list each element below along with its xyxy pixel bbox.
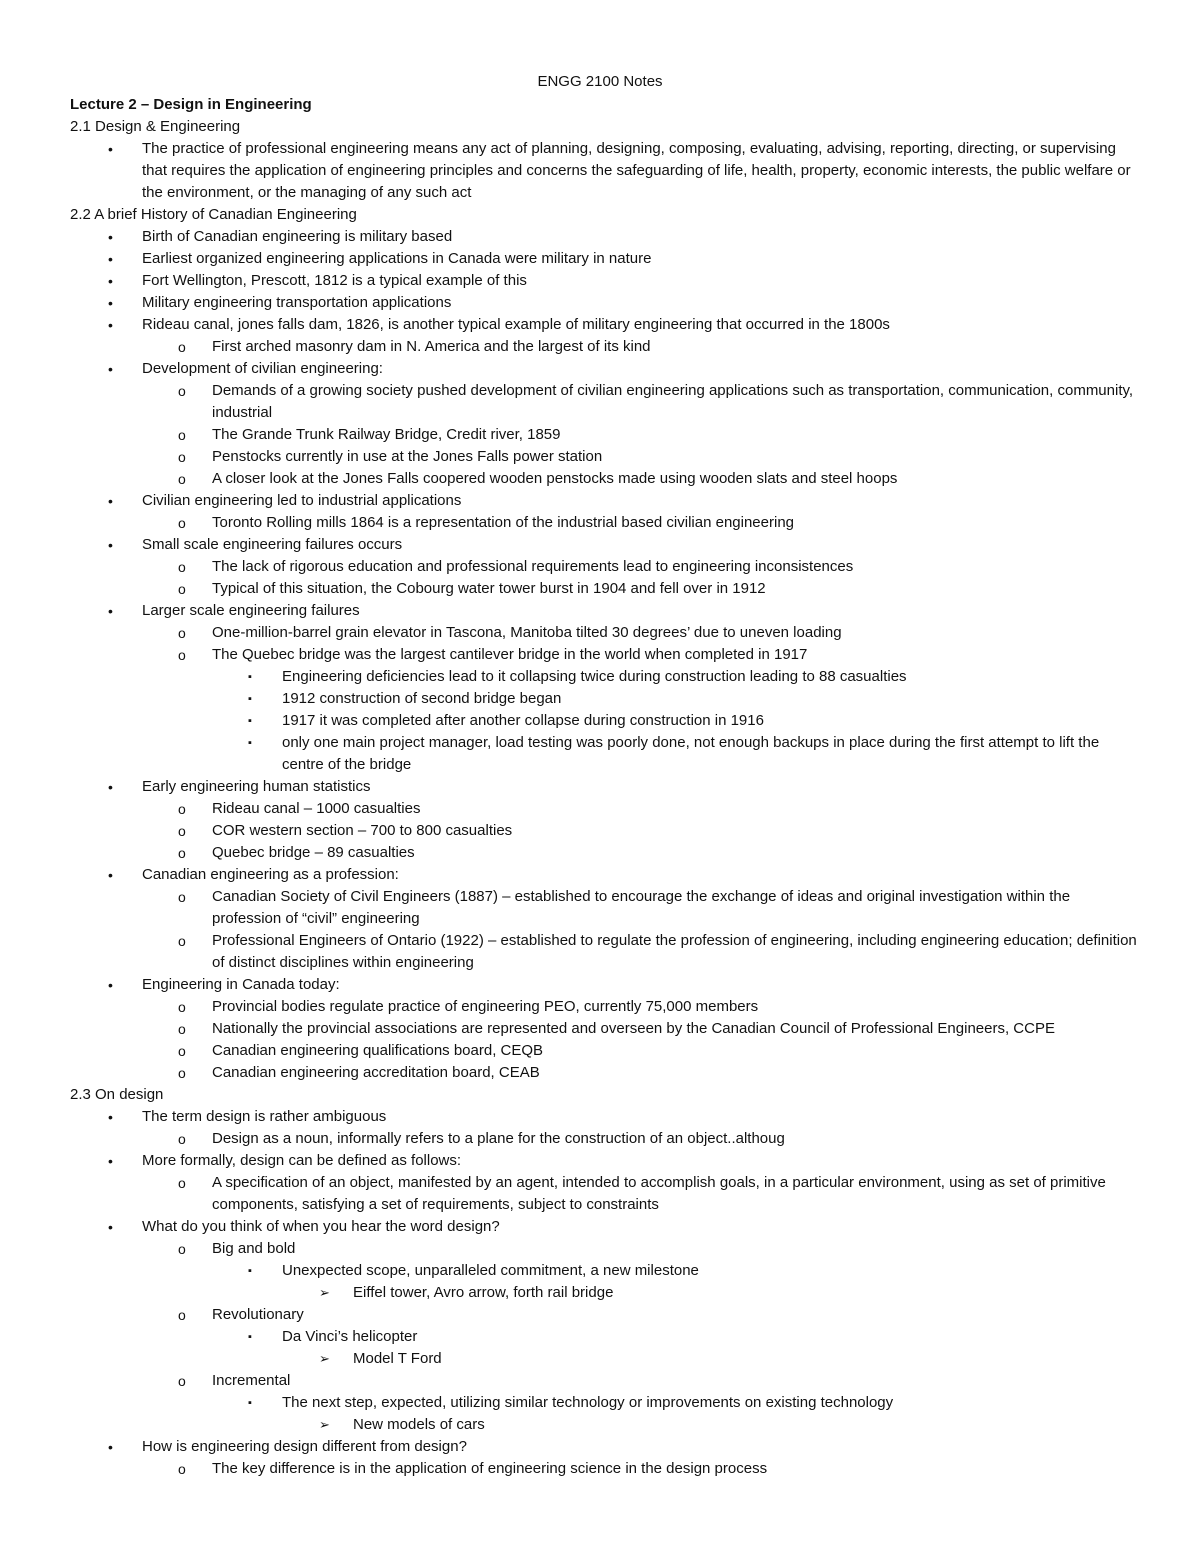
circle-bullet-icon: o — [178, 801, 186, 817]
list-item — [70, 512, 1140, 534]
line-text: Military engineering transportation applications — [142, 294, 452, 311]
line-text: Canadian engineering as a profession: — [142, 866, 399, 883]
line-text: Earliest organized engineering applications in Canada were military in nature — [142, 250, 652, 267]
list-item — [70, 380, 1140, 424]
list-item — [70, 886, 1140, 930]
line-text: Revolutionary — [212, 1306, 304, 1323]
line-text: Quebec bridge – 89 casualties — [212, 844, 415, 861]
line-text: The practice of professional engineering means any act of planning, designing, composing, evaluating, advising, reporting, directing, or supervising that requires the application of engineering principles and concerns the safeguarding of life, health, property, economic interests, the public welfare or the environment, or the managing of any such act — [142, 140, 1131, 201]
circle-bullet-icon: o — [178, 1065, 186, 1081]
line-text: Birth of Canadian engineering is military based — [142, 228, 453, 245]
line-text: What do you think of when you hear the word design? — [142, 1218, 500, 1235]
list-item — [70, 1348, 1140, 1370]
document-title: ENGG 2100 Notes — [537, 73, 663, 90]
section-heading — [70, 1084, 1140, 1106]
list-item — [70, 996, 1140, 1018]
arrow-bullet-icon: ➢ — [319, 1417, 330, 1432]
bullet-icon: • — [108, 229, 113, 245]
list-item — [70, 1106, 1140, 1128]
line-text: 2.3 On design — [70, 1086, 164, 1103]
circle-bullet-icon: o — [178, 471, 186, 487]
line-text: The lack of rigorous education and professional requirements lead to engineering inconsistences — [212, 558, 854, 575]
list-item — [70, 226, 1140, 248]
circle-bullet-icon: o — [178, 625, 186, 641]
line-text: Engineering in Canada today: — [142, 976, 340, 993]
line-text: Da Vinci’s helicopter — [282, 1328, 418, 1345]
circle-bullet-icon: o — [178, 1373, 186, 1389]
line-text: Design as a noun, informally refers to a plane for the construction of an object..althoug — [212, 1130, 785, 1147]
line-text: Professional Engineers of Ontario (1922) – established to regulate the profession of engineering, including engineering education; definition of distinct disciplines within engineering — [212, 932, 1137, 971]
circle-bullet-icon: o — [178, 823, 186, 839]
line-text: Provincial bodies regulate practice of engineering PEO, currently 75,000 members — [212, 998, 759, 1015]
line-text: Big and bold — [212, 1240, 296, 1257]
arrow-bullet-icon: ➢ — [319, 1285, 330, 1300]
list-item — [70, 666, 1140, 688]
bullet-icon: • — [108, 317, 113, 333]
line-text: Typical of this situation, the Cobourg water tower burst in 1904 and fell over in 1912 — [212, 580, 766, 597]
list-item — [70, 710, 1140, 732]
square-bullet-icon: ▪ — [248, 693, 252, 705]
line-text: The Quebec bridge was the largest cantilever bridge in the world when completed in 1917 — [212, 646, 808, 663]
list-item — [70, 798, 1140, 820]
list-item — [70, 864, 1140, 886]
list-item — [70, 1458, 1140, 1480]
line-text: Penstocks currently in use at the Jones Falls power station — [212, 448, 603, 465]
line-text: Demands of a growing society pushed development of civilian engineering applications such as transportation, communication, community, industrial — [212, 382, 1134, 421]
list-item — [70, 248, 1140, 270]
circle-bullet-icon: o — [178, 515, 186, 531]
list-item — [70, 974, 1140, 996]
line-text: Early engineering human statistics — [142, 778, 371, 795]
line-text: 1917 it was completed after another collapse during construction in 1916 — [282, 712, 764, 729]
list-item — [70, 292, 1140, 314]
circle-bullet-icon: o — [178, 1461, 186, 1477]
line-text: New models of cars — [353, 1416, 485, 1433]
line-text: Lecture 2 – Design in Engineering — [70, 96, 312, 113]
circle-bullet-icon: o — [178, 1175, 186, 1191]
arrow-bullet-icon: ➢ — [319, 1351, 330, 1366]
list-item — [70, 644, 1140, 666]
list-item — [70, 820, 1140, 842]
notes-body — [70, 94, 1140, 1480]
circle-bullet-icon: o — [178, 559, 186, 575]
list-item — [70, 1260, 1140, 1282]
square-bullet-icon: ▪ — [248, 1331, 252, 1343]
bullet-icon: • — [108, 1153, 113, 1169]
list-item — [70, 336, 1140, 358]
list-item — [70, 1238, 1140, 1260]
bullet-icon: • — [108, 1219, 113, 1235]
bullet-icon: • — [108, 1109, 113, 1125]
circle-bullet-icon: o — [178, 999, 186, 1015]
list-item — [70, 930, 1140, 974]
list-item — [70, 1326, 1140, 1348]
circle-bullet-icon: o — [178, 427, 186, 443]
line-text: 2.1 Design & Engineering — [70, 118, 241, 135]
line-text: COR western section – 700 to 800 casualties — [212, 822, 513, 839]
list-item — [70, 1436, 1140, 1458]
line-text: Eiffel tower, Avro arrow, forth rail bridge — [353, 1284, 614, 1301]
list-item — [70, 1216, 1140, 1238]
bullet-icon: • — [108, 779, 113, 795]
list-item — [70, 1172, 1140, 1216]
line-text: A specification of an object, manifested by an agent, intended to accomplish goals, in a particular environment, using as set of primitive components, satisfying a set of requirements, subject to constraints — [212, 1174, 1106, 1213]
line-text: Development of civilian engineering: — [142, 360, 383, 377]
line-text: Incremental — [212, 1372, 291, 1389]
bullet-icon: • — [108, 141, 113, 157]
section-heading — [70, 116, 1140, 138]
list-item — [70, 534, 1140, 556]
line-text: Small scale engineering failures occurs — [142, 536, 403, 553]
list-item — [70, 776, 1140, 798]
list-item — [70, 688, 1140, 710]
line-text: 2.2 A brief History of Canadian Engineering — [70, 206, 357, 223]
list-item — [70, 270, 1140, 292]
list-item — [70, 1128, 1140, 1150]
list-item — [70, 1062, 1140, 1084]
line-text: Larger scale engineering failures — [142, 602, 360, 619]
bullet-icon: • — [108, 273, 113, 289]
list-item — [70, 1018, 1140, 1040]
line-text: The Grande Trunk Railway Bridge, Credit river, 1859 — [212, 426, 561, 443]
line-text: Model T Ford — [353, 1350, 442, 1367]
bullet-icon: • — [108, 977, 113, 993]
line-text: More formally, design can be defined as follows: — [142, 1152, 462, 1169]
line-text: Fort Wellington, Prescott, 1812 is a typical example of this — [142, 272, 527, 289]
list-item — [70, 622, 1140, 644]
circle-bullet-icon: o — [178, 1241, 186, 1257]
line-text: Canadian engineering qualifications board, CEQB — [212, 1042, 544, 1059]
square-bullet-icon: ▪ — [248, 1265, 252, 1277]
list-item — [70, 1282, 1140, 1304]
line-text: Canadian Society of Civil Engineers (1887) – established to encourage the exchange of ideas and original investigation within the profession of “civil” engineering — [212, 888, 1071, 927]
bullet-icon: • — [108, 867, 113, 883]
line-text: First arched masonry dam in N. America and the largest of its kind — [212, 338, 651, 355]
square-bullet-icon: ▪ — [248, 1397, 252, 1409]
square-bullet-icon: ▪ — [248, 737, 252, 749]
line-text: The key difference is in the application of engineering science in the design process — [212, 1460, 768, 1477]
bullet-icon: • — [108, 537, 113, 553]
list-item — [70, 314, 1140, 336]
list-item — [70, 490, 1140, 512]
line-text: Rideau canal, jones falls dam, 1826, is another typical example of military engineering that occurred in the 1800s — [142, 316, 890, 333]
circle-bullet-icon: o — [178, 449, 186, 465]
circle-bullet-icon: o — [178, 1307, 186, 1323]
list-item — [70, 1392, 1140, 1414]
circle-bullet-icon: o — [178, 845, 186, 861]
line-text: 1912 construction of second bridge began — [282, 690, 562, 707]
list-item — [70, 732, 1140, 776]
list-item — [70, 600, 1140, 622]
line-text: Engineering deficiencies lead to it collapsing twice during construction leading to 88 casualties — [282, 668, 907, 685]
bullet-icon: • — [108, 251, 113, 267]
line-text: Unexpected scope, unparalleled commitment, a new milestone — [282, 1262, 699, 1279]
list-item — [70, 138, 1140, 204]
line-text: Canadian engineering accreditation board, CEAB — [212, 1064, 540, 1081]
list-item — [70, 1304, 1140, 1326]
line-text: Rideau canal – 1000 casualties — [212, 800, 421, 817]
circle-bullet-icon: o — [178, 647, 186, 663]
line-text: How is engineering design different from design? — [142, 1438, 467, 1455]
bullet-icon: • — [108, 493, 113, 509]
list-item — [70, 424, 1140, 446]
list-item — [70, 1370, 1140, 1392]
line-text: The next step, expected, utilizing similar technology or improvements on existing technology — [282, 1394, 894, 1411]
square-bullet-icon: ▪ — [248, 715, 252, 727]
circle-bullet-icon: o — [178, 933, 186, 949]
circle-bullet-icon: o — [178, 339, 186, 355]
bullet-icon: • — [108, 1439, 113, 1455]
list-item — [70, 1414, 1140, 1436]
line-text: A closer look at the Jones Falls coopered wooden penstocks made using wooden slats and steel hoops — [212, 470, 898, 487]
list-item — [70, 556, 1140, 578]
list-item — [70, 578, 1140, 600]
circle-bullet-icon: o — [178, 1043, 186, 1059]
section-heading — [70, 94, 1140, 116]
list-item — [70, 358, 1140, 380]
line-text: Nationally the provincial associations are represented and overseen by the Canadian Council of Professional Engineers, CCPE — [212, 1020, 1055, 1037]
list-item — [70, 1040, 1140, 1062]
square-bullet-icon: ▪ — [248, 671, 252, 683]
line-text: Civilian engineering led to industrial applications — [142, 492, 462, 509]
bullet-icon: • — [108, 295, 113, 311]
circle-bullet-icon: o — [178, 889, 186, 905]
circle-bullet-icon: o — [178, 1131, 186, 1147]
list-item — [70, 1150, 1140, 1172]
circle-bullet-icon: o — [178, 581, 186, 597]
circle-bullet-icon: o — [178, 383, 186, 399]
section-heading — [70, 204, 1140, 226]
list-item — [70, 446, 1140, 468]
line-text: Toronto Rolling mills 1864 is a representation of the industrial based civilian engineering — [212, 514, 795, 531]
bullet-icon: • — [108, 603, 113, 619]
line-text: The term design is rather ambiguous — [142, 1108, 387, 1125]
line-text: One-million-barrel grain elevator in Tascona, Manitoba tilted 30 degrees’ due to uneven loading — [212, 624, 842, 641]
list-item — [70, 468, 1140, 490]
list-item — [70, 842, 1140, 864]
bullet-icon: • — [108, 361, 113, 377]
line-text: only one main project manager, load testing was poorly done, not enough backups in place during the first attempt to lift the centre of the bridge — [282, 734, 1100, 773]
circle-bullet-icon: o — [178, 1021, 186, 1037]
